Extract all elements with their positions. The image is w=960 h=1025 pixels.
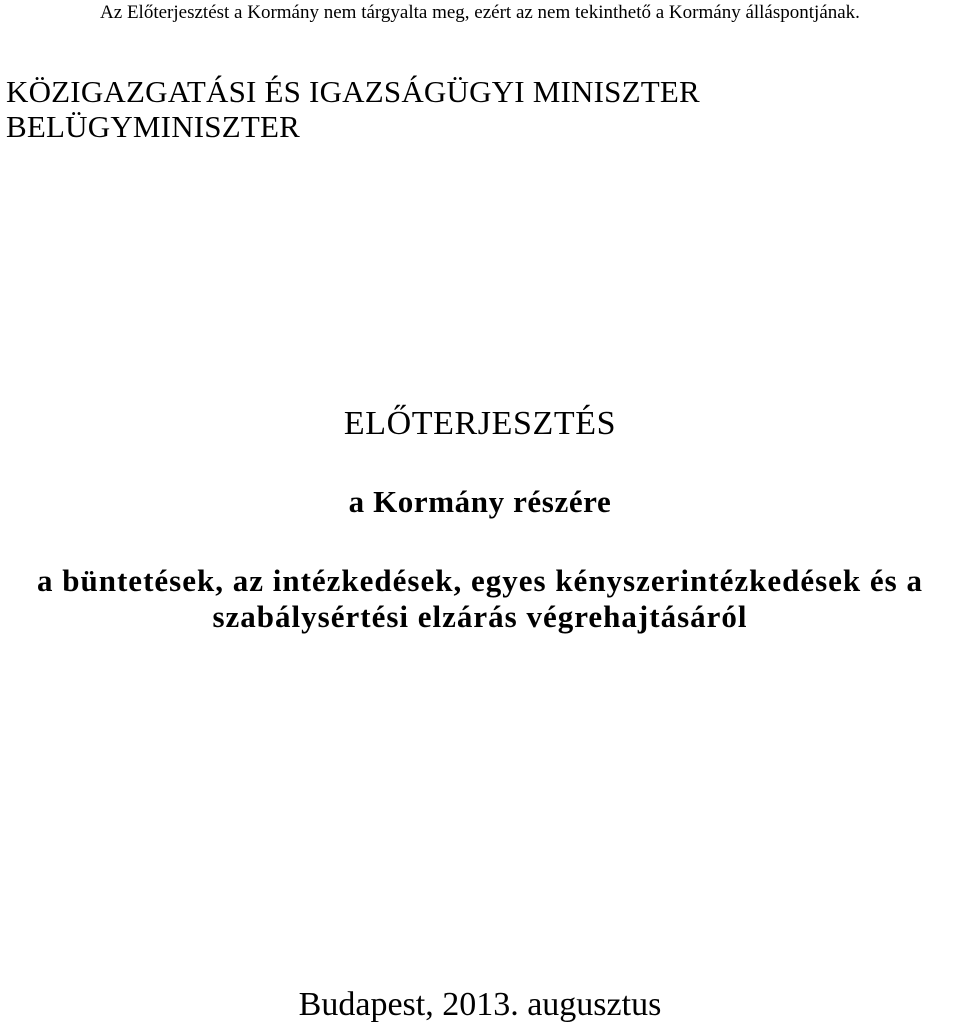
minister-line-interior: BELÜGYMINISZTER [6, 109, 301, 144]
document-subject [0, 563, 960, 635]
place-and-date: Budapest, 2013. augusztus [298, 986, 662, 1023]
disclaimer-note: Az Előterjesztést a Kormány nem tárgyalta meg, ezért az nem tekinthető a Kormány álláspontjának. [100, 2, 860, 23]
submitting-ministers [6, 74, 700, 144]
subject-line-1: a büntetések, az intézkedések, egyes kényszerintézkedések és a [37, 563, 923, 598]
document-type-title: ELŐTERJESZTÉS [343, 405, 617, 442]
subject-line-2: szabálysértési elzárás végrehajtásáról [212, 599, 748, 634]
minister-line-justice: KÖZIGAZGATÁSI ÉS IGAZSÁGÜGYI MINISZTER [6, 74, 700, 109]
document-recipient: a Kormány részére [348, 484, 612, 519]
